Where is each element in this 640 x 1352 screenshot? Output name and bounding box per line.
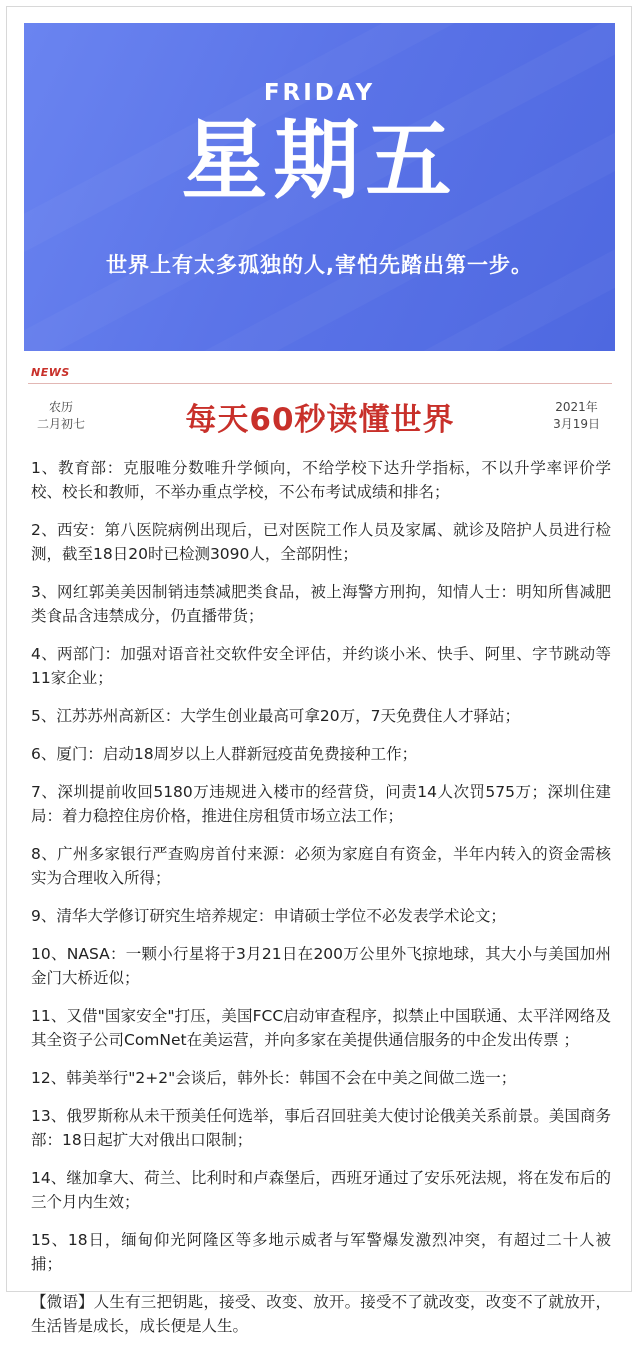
news-item: 1、教育部：克服唯分数唯升学倾向，不给学校下达升学指标，不以升学率评价学校、校长和教师，不举办重点学校，不公布考试成绩和排名； — [31, 459, 611, 501]
day-chinese: 星期五 — [181, 111, 458, 211]
page-title: 每天60秒读懂世界 — [185, 402, 455, 438]
news-item: 14、继加拿大、荷兰、比利时和卢森堡后，西班牙通过了安乐死法规，将在发布后的三个月内生效； — [31, 1169, 611, 1211]
day-english: FRIDAY — [263, 80, 376, 106]
news-tag: NEWS — [31, 366, 70, 379]
news-item: 8、广州多家银行严查购房首付来源：必须为家庭自有资金，半年内转入的资金需核实为合理收入所得； — [31, 845, 611, 887]
date-year: 2021年 — [555, 400, 598, 414]
lunar-label: 农历 — [49, 400, 74, 414]
news-item: 9、清华大学修订研究生培养规定：申请硕士学位不必发表学术论文； — [31, 907, 506, 925]
divider — [28, 383, 612, 384]
news-item: 3、网红郭美美因制销违禁减肥类食品，被上海警方刑拘，知情人士：明知所售减肥类食品含违禁成分，仍直播带货； — [31, 583, 611, 625]
news-item: 13、俄罗斯称从未干预美任何选举，事后召回驻美大使讨论俄美关系前景。美国商务部：18日起扩大对俄出口限制； — [31, 1107, 611, 1149]
news-item: 15、18日，缅甸仰光阿隆区等多地示威者与军警爆发激烈冲突，有超过二十人被捕； — [31, 1231, 611, 1273]
news-item: 10、NASA：一颗小行星将于3月21日在200万公里外飞掠地球，其大小与美国加州金门大桥近似； — [31, 945, 611, 987]
banner-quote: 世界上有太多孤独的人,害怕先踏出第一步。 — [106, 253, 533, 277]
date-day: 3月19日 — [553, 417, 600, 431]
news-list — [31, 456, 611, 1352]
news-item: 5、江苏苏州高新区：大学生创业最高可拿20万，7天免费住人才驿站； — [31, 707, 520, 725]
daily-quote: 【微语】人生有三把钥匙，接受、改变、放开。接受不了就改变，改变不了就放开，生活皆是成长，成长便是人生。 — [31, 1293, 611, 1335]
news-item: 12、韩美举行"2+2"会谈后，韩外长：韩国不会在中美之间做二选一； — [31, 1069, 517, 1087]
news-item: 11、又借"国家安全"打压，美国FCC启动审查程序，拟禁止中国联通、太平洋网络及其全资子公司ComNet在美运营，并向多家在美提供通信服务的中企发出传票 ； — [31, 1007, 611, 1049]
news-item: 7、深圳提前收回5180万违规进入楼市的经营贷，问责14人次罚575万；深圳住建局：着力稳控住房价格，推进住房租赁市场立法工作； — [31, 783, 611, 825]
lunar-date: 二月初七 — [37, 417, 86, 431]
day-banner — [24, 23, 615, 351]
news-item: 6、厦门：启动18周岁以上人群新冠疫苗免费接种工作； — [31, 745, 418, 763]
news-item: 2、西安：第八医院病例出现后，已对医院工作人员及家属、就诊及陪护人员进行检测，截至18日20时已检测3090人，全部阴性； — [31, 521, 611, 563]
gregorian-date-block — [553, 399, 600, 433]
news-item: 4、两部门：加强对语音社交软件安全评估，并约谈小米、快手、阿里、字节跳动等11家企业； — [31, 645, 611, 687]
